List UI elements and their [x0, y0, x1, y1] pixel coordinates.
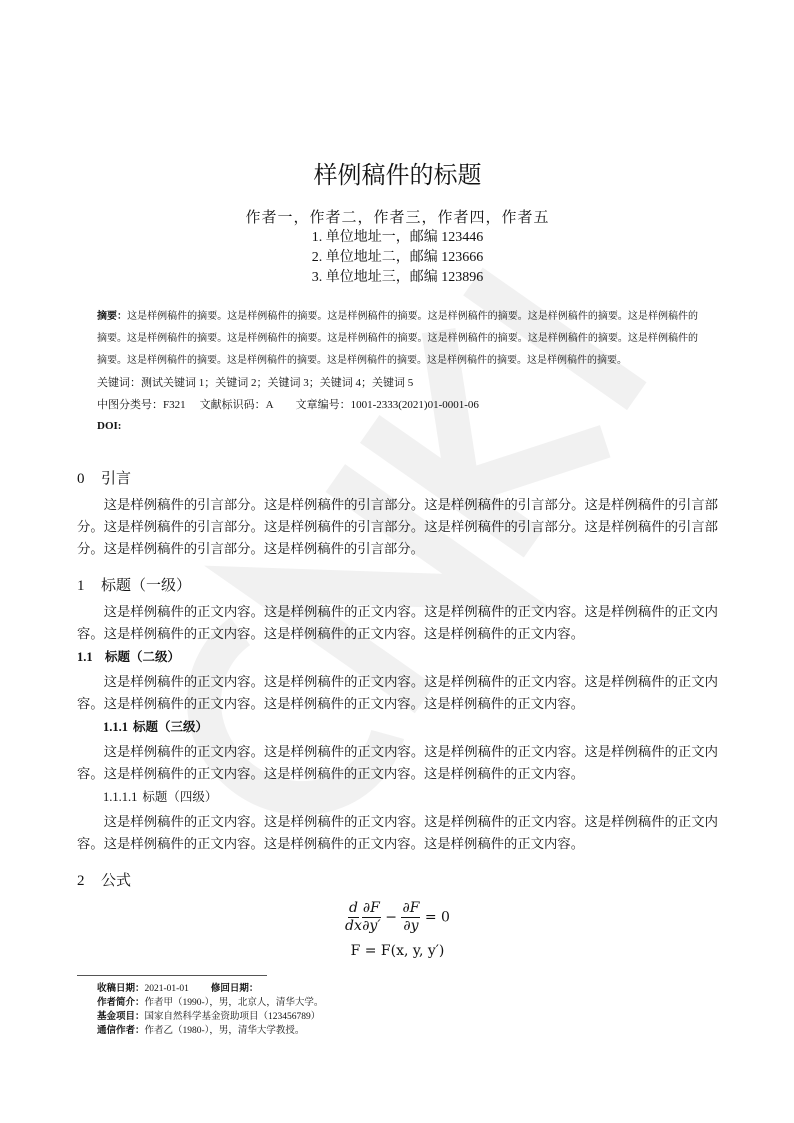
footnote-text: 国家自然科学基金资助项目（123456789）	[144, 1012, 321, 1022]
paragraph: 这是样例稿件的正文内容。这是样例稿件的正文内容。这是样例稿件的正文内容。这是样例稿件的正文内容。这是样例稿件的正文内容。这是样例稿件的正文内容。这是样例稿件的正文内容。	[77, 744, 718, 781]
equation-euler-lagrange	[77, 900, 718, 935]
footnote-label: 通信作者：	[97, 1025, 145, 1036]
fraction	[345, 900, 362, 935]
section-number: 1	[77, 578, 85, 594]
numerator: ∂F	[362, 900, 380, 916]
paragraph: 这是样例稿件的引言部分。这是样例稿件的引言部分。这是样例稿件的引言部分。这是样例稿件的引言部分。这是样例稿件的引言部分。这是样例稿件的引言部分。这是样例稿件的引言部分。这是样例稿件的引言部分。这是样例稿件的引言部分。这是样例稿件的引言部分。	[77, 497, 718, 556]
paragraph: 这是样例稿件的正文内容。这是样例稿件的正文内容。这是样例稿件的正文内容。这是样例稿件的正文内容。这是样例稿件的正文内容。这是样例稿件的正文内容。这是样例稿件的正文内容。	[77, 674, 718, 711]
numerator: ∂F	[402, 900, 420, 916]
abstract-text: 这是样例稿件的摘要。这是样例稿件的摘要。这是样例稿件的摘要。这是样例稿件的摘要。这是样例稿件的摘要。这是样例稿件的摘要。这是样例稿件的摘要。这是样例稿件的摘要。这是样例稿件的摘要。这是样例稿件的摘要。这是样例稿件的摘要。这是样例稿件的摘要。这是样例稿件的摘要。这是样例稿件的摘要。这是样例稿件的摘要。这是样例稿件的摘要。这是样例稿件的摘要。	[97, 311, 699, 366]
level4-heading	[77, 787, 718, 807]
section-number: 0	[77, 471, 85, 487]
doc-code-label: 文献标识码：	[199, 398, 266, 411]
equation-function: F = F(x, y, y′)	[350, 943, 445, 959]
section-number: 1.1.1	[103, 720, 128, 734]
classification-line	[97, 394, 698, 416]
footnote-label: 基金项目：	[97, 1011, 145, 1022]
clc-label: 中图分类号：	[97, 398, 163, 411]
keywords-text: 测试关键词 1；关键词 2；关键词 3；关键词 4；关键词 5	[141, 377, 414, 389]
section-heading	[77, 869, 718, 892]
paragraph: 这是样例稿件的正文内容。这是样例稿件的正文内容。这是样例稿件的正文内容。这是样例稿件的正文内容。这是样例稿件的正文内容。这是样例稿件的正文内容。这是样例稿件的正文内容。	[77, 604, 718, 641]
minus-sign: −	[385, 909, 398, 926]
fraction	[362, 900, 381, 935]
footnote-label: 修回日期：	[210, 983, 259, 994]
section-title: 公式	[101, 871, 132, 889]
footnote	[97, 1024, 698, 1038]
abstract	[97, 306, 698, 372]
equals-zero: = 0	[424, 909, 450, 926]
numerator: d	[348, 900, 358, 916]
footnote	[97, 982, 698, 996]
footnote-divider	[77, 975, 267, 976]
footnote	[97, 996, 698, 1010]
denominator: ∂y′	[362, 918, 381, 934]
section-title: 标题（四级）	[142, 790, 218, 804]
section-heading	[77, 467, 718, 490]
abstract-label: 摘要：	[97, 311, 128, 322]
section-title: 引言	[101, 469, 132, 487]
footnote-text: 2021-01-01	[144, 984, 189, 994]
section-number: 1.1.1.1	[103, 790, 138, 804]
paper-title: 样例稿件的标题	[313, 161, 482, 189]
section-title: 标题（二级）	[105, 650, 181, 664]
affiliations	[77, 228, 718, 288]
doi: DOI:	[97, 420, 122, 432]
section-title: 标题（一级）	[101, 576, 192, 594]
affiliation: 3. 单位地址三，邮编 123896	[311, 270, 484, 285]
footnotes	[97, 982, 698, 1038]
keywords	[97, 372, 698, 394]
article-no-value: 1001-2333(2021)01-0001-06	[350, 399, 479, 411]
affiliation: 2. 单位地址二，邮编 123666	[311, 250, 484, 265]
section-number: 2	[77, 873, 85, 889]
subsubsection-heading	[77, 717, 718, 737]
paragraph: 这是样例稿件的正文内容。这是样例稿件的正文内容。这是样例稿件的正文内容。这是样例稿件的正文内容。这是样例稿件的正文内容。这是样例稿件的正文内容。这是样例稿件的正文内容。	[77, 814, 718, 851]
footnote-label: 作者简介：	[97, 997, 145, 1008]
clc-value: F321	[163, 399, 186, 411]
affiliation: 1. 单位地址一，邮编 123446	[311, 230, 484, 245]
denominator: dx	[345, 918, 362, 934]
denominator: ∂y	[403, 918, 419, 934]
section-title: 标题（三级）	[133, 720, 209, 734]
keywords-label: 关键词：	[97, 376, 141, 389]
section-number: 1.1	[77, 650, 93, 664]
section-heading	[77, 574, 718, 597]
article-no-label: 文章编号：	[295, 398, 351, 411]
fraction	[401, 900, 420, 935]
doc-code-value: A	[265, 399, 274, 411]
footnote-text: 作者乙（1980-），男，清华大学教授。	[144, 1026, 305, 1036]
footnote-text: 作者甲（1990-），男，北京人，清华大学。	[144, 998, 324, 1008]
footnote	[97, 1010, 698, 1024]
subsection-heading	[77, 647, 718, 667]
author-list: 作者一，作者二，作者三，作者四，作者五	[245, 210, 550, 226]
footnote-label: 收稿日期：	[97, 983, 145, 994]
